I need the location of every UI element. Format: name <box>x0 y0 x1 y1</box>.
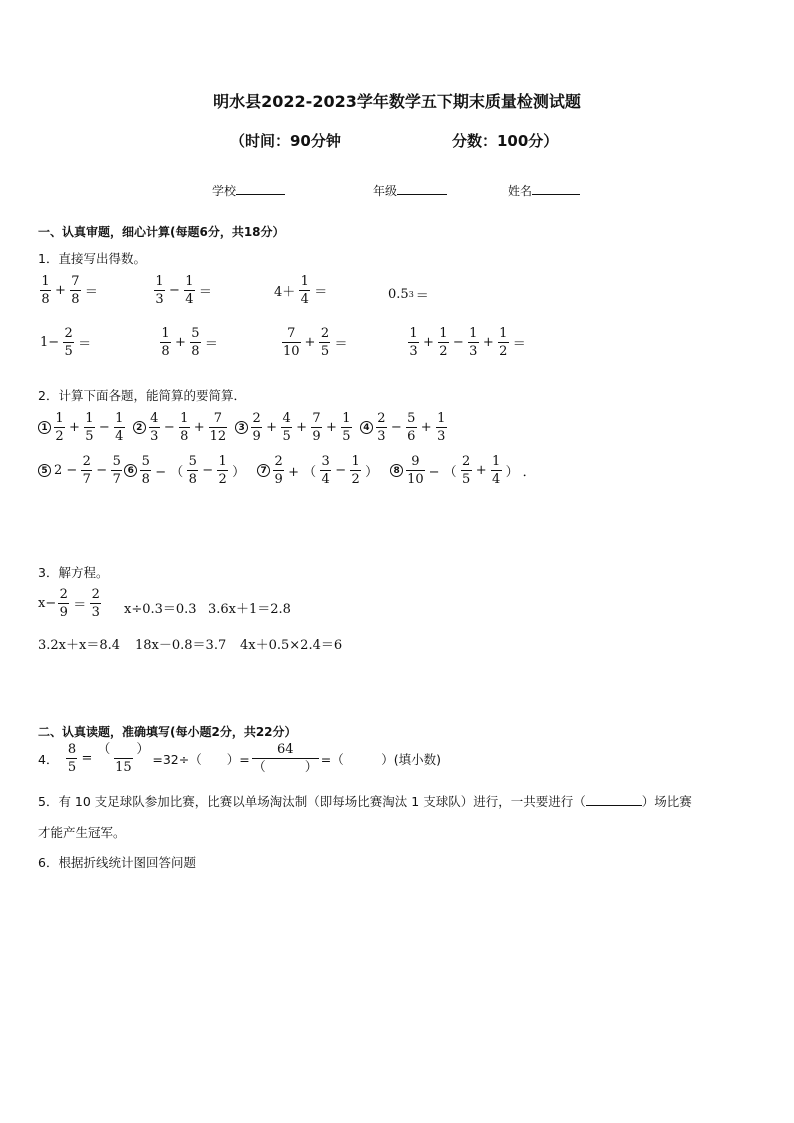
circled-number: 7 <box>257 464 270 477</box>
fraction: $\frac{7}{10}$ <box>283 326 300 359</box>
circled-number: 4 <box>360 421 373 434</box>
q3-equation-1: x− $\frac{2}{9}$ ＝ $\frac{2}{3}$ <box>38 587 100 620</box>
q5-line-2: 才能产生冠军。 <box>38 825 126 840</box>
q3-equation-5: 18x－0.8＝3.7 <box>135 638 227 653</box>
school-blank <box>236 194 285 195</box>
q1-item-7: $\frac{7}{10}$ + $\frac{2}{5}$ ＝ <box>283 326 348 359</box>
section2-heading: 二、认真读题，准确填写(每小题2分，共22分） <box>38 725 297 739</box>
circled-number: 6 <box>124 464 137 477</box>
fraction: $\frac{5}{8}$ <box>191 326 200 359</box>
fraction: $\frac{1}{2}$ <box>499 326 508 359</box>
q5-answer-blank <box>586 805 642 806</box>
fraction: $\frac{1}{3}$ <box>409 326 418 359</box>
q3-equation-3: 3.6x＋1＝2.8 <box>208 602 291 617</box>
q1-item-4: 0.5 3 ＝ <box>388 287 429 304</box>
fraction: $\frac{7}{8}$ <box>71 274 80 307</box>
q1-label: 1．直接写出得数。 <box>38 251 146 266</box>
q5-line-1: 5．有 10 支足球队参加比赛，比赛以单场淘汰制（即每场比赛淘汰 1 支球队）进行，一共要进行（ ）场比赛 <box>38 794 692 809</box>
q1-item-2: $\frac{1}{3}$ − $\frac{1}{4}$ ＝ <box>155 274 212 307</box>
fraction: $\frac{1}{3}$ <box>469 326 478 359</box>
circled-number: 5 <box>38 464 51 477</box>
page-title: 明水县2022-2023学年数学五下期末质量检测试题 <box>213 92 581 111</box>
fraction: $\frac{1}{2}$ <box>439 326 448 359</box>
exam-time: （时间：90分钟 <box>230 132 341 150</box>
q3-label: 3．解方程。 <box>38 565 109 580</box>
exam-score: 分数：100分） <box>452 132 559 150</box>
q1-item-6: $\frac{1}{8}$ + $\frac{5}{8}$ ＝ <box>161 326 218 359</box>
q3-equation-6: 4x＋0.5×2.4＝6 <box>240 638 343 653</box>
fraction: $\frac{1}{4}$ <box>300 274 309 307</box>
fraction: $\frac{1}{3}$ <box>155 274 164 307</box>
q3-equation-2: x÷0.3＝0.3 <box>124 602 197 617</box>
q4: 4． $\frac{8}{5}$ = $\frac{( )}{15}$ =32÷（ ）= $\frac{64}{( )}$ =（ ）(填小数) <box>38 742 441 775</box>
section1-heading: 一、认真审题，细心计算(每题6分，共18分） <box>38 225 285 239</box>
name-field <box>508 182 580 199</box>
fraction: $\frac{1}{4}$ <box>185 274 194 307</box>
circled-number: 3 <box>235 421 248 434</box>
grade-blank <box>397 194 447 195</box>
circled-number: 1 <box>38 421 51 434</box>
q1-item-1: $\frac{1}{8}$ + $\frac{7}{8}$ ＝ <box>41 274 98 307</box>
q6-label: 6．根据折线统计图回答问题 <box>38 855 196 870</box>
q3-equation-4: 3.2x＋x＝8.4 <box>38 638 121 653</box>
q1-item-3: 4＋ $\frac{1}{4}$ ＝ <box>274 274 328 307</box>
q2-row-2: 5 2 − $\frac{2}{7}$ − $\frac{5}{7}$ 6 $\frac{5}{8}$ − （ $\frac{5}{8}$ − $\frac{1}{2}$ ） 7 $\frac{2}{9}$ + （ $\frac{3}{4}$ − $\frac{1}{2}$ ） 8 $\frac{9}{10}$ − （ $\frac{2}{5}$ + $\frac{1}{4}$ ） ． <box>38 455 538 486</box>
q1-item-5: 1− $\frac{2}{5}$ ＝ <box>40 326 92 359</box>
fraction: $\frac{2}{5}$ <box>64 326 73 359</box>
name-label: 姓名 <box>508 184 533 198</box>
circled-number: 2 <box>133 421 146 434</box>
fraction: $\frac{2}{5}$ <box>320 326 330 359</box>
fraction: $\frac{1}{8}$ <box>161 326 170 359</box>
school-label: 学校 <box>212 184 237 198</box>
q2-label: 2．计算下面各题，能简算的要简算． <box>38 388 246 403</box>
grade-field <box>373 182 447 199</box>
q2-row-1: 1 $\frac{1}{2}$ + $\frac{1}{5}$ − $\frac{1}{4}$ 2 $\frac{4}{3}$ − $\frac{1}{8}$ + $\frac{7}{12}$ 3 $\frac{2}{9}$ + $\frac{4}{5}$ + $\frac{7}{9}$ + $\frac{1}{5}$ 4 $\frac{2}{3}$ − $\frac{5}{6}$ + $\frac{1}{3}$ <box>38 412 449 443</box>
name-blank <box>532 194 580 195</box>
q1-item-8: $\frac{1}{3}$ + $\frac{1}{2}$ − $\frac{1}{3}$ + $\frac{1}{2}$ ＝ <box>409 326 526 359</box>
school-field <box>212 182 285 199</box>
fraction: $\frac{1}{8}$ <box>41 274 50 307</box>
circled-number: 8 <box>390 464 403 477</box>
grade-label: 年级 <box>373 184 398 198</box>
